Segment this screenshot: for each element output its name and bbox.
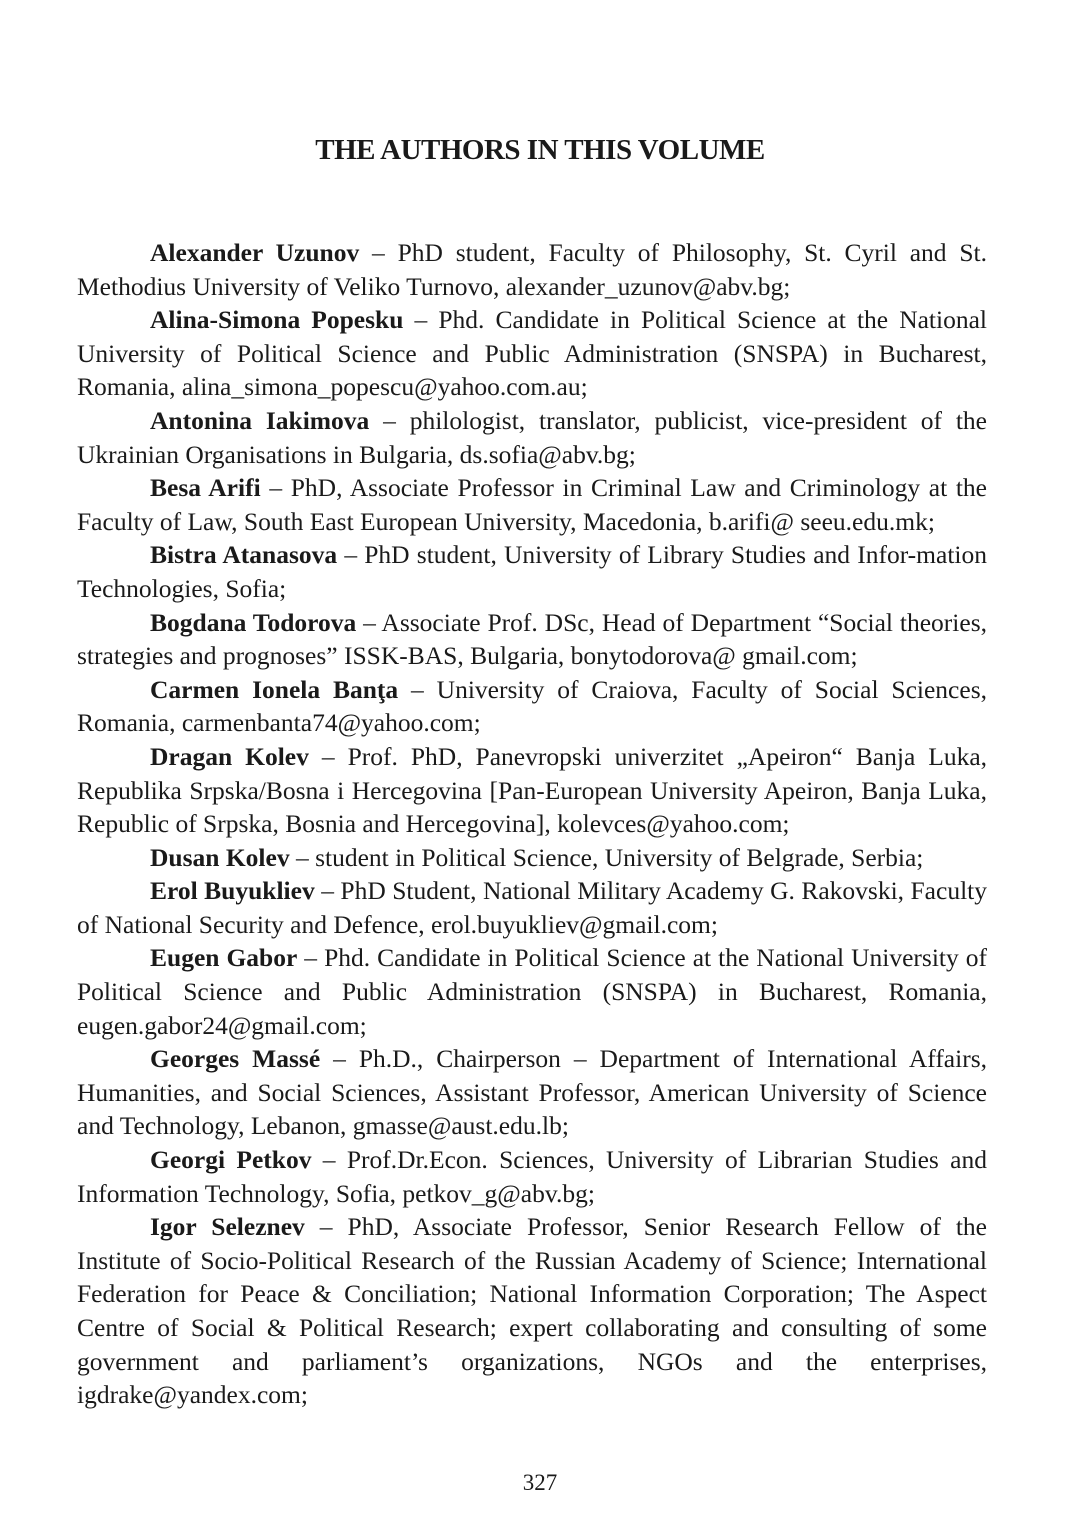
author-entry: [77, 673, 987, 740]
page-title: THE AUTHORS IN THIS VOLUME: [315, 134, 765, 166]
author-entry: [77, 404, 987, 471]
author-name: Bistra Atanasova: [150, 540, 338, 570]
author-description: – PhD Student, National Military Academy G. Rakovski, Faculty of National Security and Defence, erol.buyukliev@gmail.com;: [77, 876, 987, 939]
author-entry: [77, 1210, 987, 1412]
author-entry: [77, 538, 987, 605]
author-name: Alina-Simona Popesku: [150, 305, 404, 335]
author-description: – Associate Prof. DSc, Head of Department “Social theories, strategies and prognoses” ISSK-BAS, Bulgaria, bonytodorova@ gmail.com;: [77, 607, 988, 671]
author-name: Georgi Petkov: [150, 1145, 312, 1175]
author-name: Besa Arifi: [150, 473, 261, 503]
author-description: – Phd. Candidate in Political Science at the National University of Political Science and Public Administration (SNSPA) in Bucharest, Romania, eugen.gabor24@gmail.com;: [77, 943, 988, 1040]
author-entry: [77, 874, 987, 941]
author-entry: [77, 471, 987, 538]
author-description: – PhD student, University of Library Studies and Infor-mation Technologies, Sofia;: [77, 540, 987, 603]
author-description: – University of Craiova, Faculty of Social Sciences, Romania, carmenbanta74@yahoo.com;: [77, 674, 987, 738]
author-name: Eugen Gabor: [150, 943, 298, 973]
author-description: – PhD student, Faculty of Philosophy, St. Cyril and St. Methodius University of Veliko Turnovo, alexander_uzunov@abv.bg;: [77, 238, 987, 301]
author-entry: [77, 941, 987, 1042]
author-description: – Prof.Dr.Econ. Sciences, University of Librarian Studies and Information Technology, Sofia, petkov_g@abv.bg;: [77, 1145, 987, 1208]
page-number: 327: [522, 1470, 558, 1495]
author-name: Georges Massé: [150, 1044, 321, 1074]
author-description: – PhD, Associate Professor in Criminal Law and Criminology at the Faculty of Law, South East European University, Macedonia, b.arifi@ seeu.edu.mk;: [77, 473, 987, 536]
author-description: – student in Political Science, University of Belgrade, Serbia;: [289, 842, 924, 872]
author-entry: [77, 1042, 987, 1143]
author-description: – Ph.D., Chairperson – Department of International Affairs, Humanities, and Social Sciences, Assistant Professor, American University of Science and Technology, Lebanon, gmasse@aust.edu.lb;: [77, 1044, 987, 1141]
author-entry: [77, 1143, 987, 1210]
author-name: Alexander Uzunov: [150, 238, 360, 267]
author-name: Carmen Ionela Banţa: [150, 674, 399, 704]
author-name: Erol Buyukliev: [150, 876, 315, 906]
author-description: – Prof. PhD, Panevropski univerzitet „Apeiron“ Banja Luka, Republika Srpska/Bosna i Hercegovina [Pan-European University Apeiron, Banja Luka, Republic of Srpska, Bosnia and Hercegovina], kolevces@yahoo.com;: [77, 741, 988, 839]
author-description: – philologist, translator, publicist, vice-president of the Ukrainian Organisations in Bulgaria, ds.sofia@abv.bg;: [77, 405, 987, 469]
author-description: – Phd. Candidate in Political Science at the National University of Political Science and Public Administration (SNSPA) in Bucharest, Romania, alina_simona_popescu@yahoo.com.au;: [77, 305, 988, 402]
author-name: Antonina Iakimova: [150, 405, 370, 435]
author-name: Bogdana Todorova: [150, 607, 357, 637]
author-name: Dragan Kolev: [150, 741, 309, 771]
author-entry: [77, 236, 987, 303]
author-name: Dusan Kolev: [150, 842, 290, 872]
author-name: Igor Seleznev: [150, 1212, 305, 1242]
author-list: [77, 236, 987, 1412]
author-entry: [77, 606, 987, 673]
author-entry: [77, 303, 987, 404]
author-description: – PhD, Associate Professor, Senior Research Fellow of the Institute of Socio-Political Research of the Russian Academy of Science; International Federation for Peace & Conciliation; National Information Corporation; The Aspect Centre of Social & Political Research; expert collaborating and consulting of some government and parliament’s organizations, NGOs and the enterprises, igdrake@yandex.com;: [77, 1212, 987, 1410]
author-entry: [77, 841, 987, 875]
author-entry: [77, 740, 987, 841]
